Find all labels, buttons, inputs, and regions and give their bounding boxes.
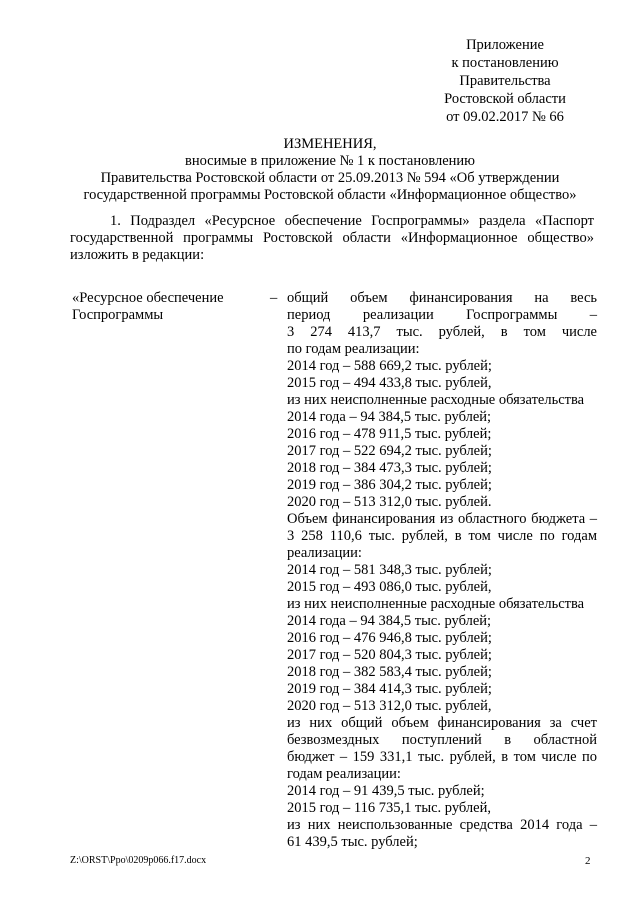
section-content-line: 2014 год – 91 439,5 тыс. рублей; — [287, 783, 485, 799]
section-content-line: 61 439,5 тыс. рублей; — [287, 834, 418, 850]
section-content-line: годам реализации: — [287, 766, 401, 782]
section-content-line: из них неиспользованные средства 2014 года – — [287, 817, 597, 833]
appendix-line: Приложение — [466, 37, 544, 53]
heading-line: государственной программы Ростовской области «Информационное общество» — [83, 187, 577, 203]
section-content-line: из них неисполненные расходные обязательства — [287, 596, 585, 612]
appendix-line: Ростовской области — [444, 91, 566, 107]
section-content — [287, 290, 597, 851]
section-content-line: бюджет – 159 331,1 тыс. рублей, в том числе по — [287, 749, 597, 765]
appendix-line: от 09.02.2017 № 66 — [446, 109, 564, 125]
section-label-line: Госпрограммы — [72, 307, 164, 323]
section-content-line: Объем финансирования из областного бюджета – — [287, 511, 597, 527]
section-dash: – — [270, 290, 278, 306]
section-content-line: 2017 год – 522 694,2 тыс. рублей; — [287, 443, 492, 459]
section-content-line: 2014 года – 94 384,5 тыс. рублей; — [287, 409, 492, 425]
section-content-line: 2019 год – 386 304,2 тыс. рублей; — [287, 477, 492, 493]
footer-page-number: 2 — [585, 855, 591, 867]
section-content-line: 2015 год – 494 433,8 тыс. рублей, — [287, 375, 492, 391]
section-content-line: безвозмездных поступлений в областной — [287, 732, 597, 748]
paragraph-line: 1. Подраздел «Ресурсное обеспечение Госпрограммы» раздела «Паспорт — [110, 213, 594, 229]
document-heading — [60, 136, 600, 204]
section-content-line: 2020 год – 513 312,0 тыс. рублей. — [287, 494, 492, 510]
appendix-block — [410, 36, 600, 126]
heading-line: вносимые в приложение № 1 к постановлению — [184, 153, 476, 169]
section-content-line: 2020 год – 513 312,0 тыс. рублей, — [287, 698, 492, 714]
section-content-line: 2014 год – 581 348,3 тыс. рублей; — [287, 562, 492, 578]
section-content-line: реализации: — [287, 545, 362, 561]
appendix-line: к постановлению — [451, 55, 559, 71]
section-content-line: 2015 год – 116 735,1 тыс. рублей, — [287, 800, 491, 816]
section-content-line: по годам реализации: — [287, 341, 420, 357]
section-content-line: из них общий объем финансирования за счет — [287, 715, 597, 731]
section-content-line: 2019 год – 384 414,3 тыс. рублей; — [287, 681, 492, 697]
section-content-line: 2015 год – 493 086,0 тыс. рублей, — [287, 579, 492, 595]
heading-title: ИЗМЕНЕНИЯ, — [283, 136, 377, 152]
paragraph-line: изложить в редакции: — [70, 247, 205, 263]
section-content-line: 2016 год – 476 946,8 тыс. рублей; — [287, 630, 492, 646]
section-label-line: «Ресурсное обеспечение — [72, 290, 224, 306]
section-content-line: 3 274 413,7 тыс. рублей, в том числе — [287, 324, 597, 340]
section-content-line: период реализации Госпрограммы – — [287, 307, 597, 323]
section-content-line: 2018 год – 384 473,3 тыс. рублей; — [287, 460, 492, 476]
section-content-line: 2014 года – 94 384,5 тыс. рублей; — [287, 613, 492, 629]
section-content-line: из них неисполненные расходные обязательства — [287, 392, 585, 408]
section-content-line: 3 258 110,6 тыс. рублей, в том числе по годам — [287, 528, 597, 544]
footer-file-path: Z:\ORST\Ppo\0209p066.f17.docx — [70, 855, 207, 866]
section-content-line: 2014 год – 588 669,2 тыс. рублей; — [287, 358, 492, 374]
appendix-line: Правительства — [459, 73, 551, 89]
section-content-line: общий объем финансирования на весь — [287, 290, 597, 306]
section-content-line: 2017 год – 520 804,3 тыс. рублей; — [287, 647, 492, 663]
paragraph-line: государственной программы Ростовской области «Информационное общество» — [70, 230, 594, 246]
paragraph-1 — [70, 213, 594, 264]
section-content-line: 2016 год – 478 911,5 тыс. рублей; — [287, 426, 492, 442]
heading-line: Правительства Ростовской области от 25.09.2013 № 594 «Об утверждении — [100, 170, 560, 186]
section-label — [72, 290, 262, 324]
section-content-line: 2018 год – 382 583,4 тыс. рублей; — [287, 664, 492, 680]
